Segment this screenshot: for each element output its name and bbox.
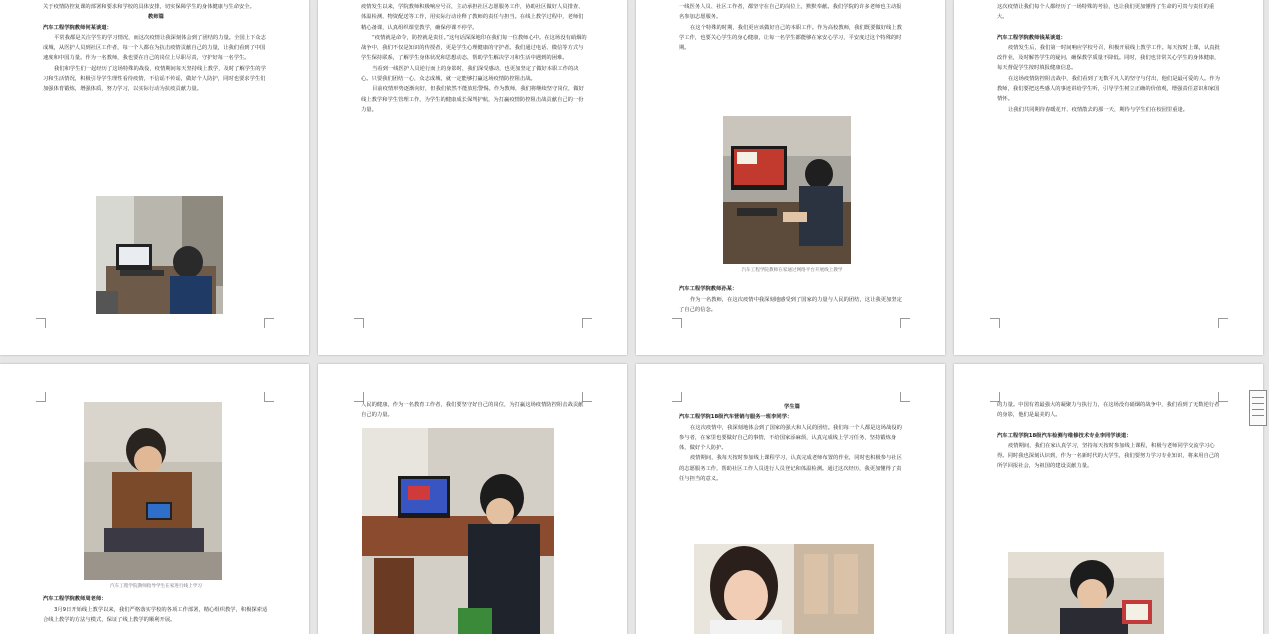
speaker-heading: 汽车工程学院教师周老师：	[43, 596, 107, 603]
speaker-heading: 汽车工程学院18级汽车营销与服务一班李同学：	[679, 414, 793, 421]
page-text	[997, 2, 1223, 290]
paragraph: 平常我都是关注学生的学习情况，而这次疫情让我深刻体会到了团结的力量。全国上下众志成城，从医护人员到社区工作者，每一个人都在为抗击疫情贡献自己的力量，让我们看到了中国速度和中国力量。作为一名教师，我也要在自己的岗位上尽职尽责，守护好每一名学生。	[43, 34, 266, 62]
document-page-8	[954, 364, 1263, 634]
document-page-7	[636, 364, 945, 634]
margin-corner-mark	[1218, 318, 1228, 328]
section-title: 学生篇	[784, 404, 800, 410]
speaker-heading: 汽车工程学院18级汽车检测与维修技术专业李同学谈道：	[997, 432, 1132, 439]
paragraph: 在这个特殊的时期，我们更应该做好自己的本职工作。作为高校教师，我们既要做好线上教学工作，也要关心学生的身心健康，让每一名学生都能够在家安心学习，平安度过这个特殊的时期。	[679, 24, 902, 52]
page-text	[679, 2, 905, 114]
paragraph: 疫情期间，我每天按时参加线上课程学习，认真完成老师布置的作业，同时也积极参与社区的志愿服务工作，帮助社区工作人员进行人员登记和体温检测。通过这次经历，我更加懂得了责任与担当的意义。	[679, 455, 902, 483]
margin-corner-mark	[354, 318, 364, 328]
margin-corner-mark	[36, 392, 46, 402]
paragraph: “疫情就是命令，防控就是责任。”这句话深深地印在我们每一位教师心中。在这场没有硝烟的战争中，我们不仅是知识的传授者，更是学生心理健康的守护者。我们通过电话、微信等方式与学生保持联系，了解学生身体状况和思想动态，帮助学生解决学习和生活中遇到的困难。	[361, 34, 587, 62]
speaker-heading: 汽车工程学院教师何某谈道：	[43, 24, 112, 31]
photo-teacher-at-computer	[723, 116, 851, 264]
page-navigation-handle[interactable]	[1249, 390, 1267, 426]
paragraph: 一线医务人员、社区工作者，都坚守在自己的岗位上，默默奉献。我们学院的许多老师也主动报名参加志愿服务。	[679, 4, 902, 21]
photo-teacher-at-desk	[96, 196, 223, 314]
paragraph: 我们和学生们一起经历了这场特殊的战役，疫情期间每天坚持线上教学，及时了解学生的学习和生活情况，积极引导学生理性看待疫情，不信谣不传谣，做好个人防护，同时也要求学生们加强体育锻炼，增强体质，努力学习，以实际行动为抗疫贡献力量。	[43, 65, 266, 93]
document-page-1	[0, 0, 309, 355]
margin-corner-mark	[672, 392, 682, 402]
document-page-5	[0, 364, 309, 634]
paragraph: 这次疫情让我们每个人都经历了一场特殊的考验，也让我们更加懂得了生命的可贵与责任的重大。	[997, 4, 1215, 21]
paragraph: 人民的健康，作为一名教育工作者，我们要坚守好自己的岗位，为打赢这场疫情防控阻击战贡献自己的力量。	[361, 402, 584, 419]
page-text	[997, 400, 1223, 546]
text-line: 关于疫情防控复课的部署和要求和学校的具体安排，切实保障学生的身体健康与生命安全。	[43, 4, 255, 10]
paragraph: 作为一名教师，在这次疫情中我深刻地感受到了国家的力量与人民的团结，这让我更加坚定了自己的信念。	[679, 296, 902, 313]
photo-student-with-phone	[84, 402, 222, 580]
paragraph: 3月9日开始线上教学以来，我们严格落实学校的各项工作部署，精心组织教学，积极探索适合线上教学的方法与模式，保证了线上教学的顺利开展。	[43, 606, 268, 623]
page-text	[679, 266, 905, 326]
page-text	[679, 402, 905, 542]
paragraph: 在这次疫情中，我深刻地体会到了国家的强大和人民的团结。我们每一个人都是这场战役的参与者，在家里也要做好自己的事情，不给国家添麻烦，认真完成线上学习任务，坚持锻炼身体，做好个人防护。	[679, 424, 902, 452]
photo-student-at-desk	[362, 428, 554, 634]
document-page-3	[636, 0, 945, 355]
speaker-heading: 汽车工程学院教师钱某谈道：	[997, 34, 1066, 41]
photo-student-portrait	[694, 544, 874, 634]
photo-student-reading	[1008, 552, 1164, 634]
margin-corner-mark	[264, 318, 274, 328]
document-page-6	[318, 364, 627, 634]
paragraph: 的力量。中国有着最强大的凝聚力与执行力，在这场没有硝烟的战争中，我们看到了无数逆行者的身影，他们是最美的人。	[997, 402, 1220, 419]
page-text	[361, 400, 587, 422]
paragraph: 目前疫情形势逐渐向好，但我们依然不能放松警惕。作为教师，我们将继续坚守岗位，做好线上教学和学生管理工作，为学生的健康成长保驾护航，为打赢疫情防控阻击战贡献自己的一份力量。	[361, 86, 584, 113]
document-page-4	[954, 0, 1263, 355]
margin-corner-mark	[36, 318, 46, 328]
photo-caption: 汽车工程学院教师在家通过网络平台开展线上教学	[741, 268, 843, 273]
page-text	[43, 2, 269, 198]
paragraph: 疫情期间，我们在家认真学习，坚持每天按时参加线上课程，积极与老师同学交流学习心得。同时我也深刻认识到，作为一名新时代的大学生，我们要努力学习专业知识，将来用自己的所学回报社会，为祖国的建设贡献力量。	[997, 442, 1220, 470]
speaker-heading: 汽车工程学院教师孙某：	[679, 286, 738, 293]
page-text	[43, 582, 269, 634]
paragraph: 疫情发生后，我们第一时间响应学校号召，积极开展线上教学工作。每天按时上课，认真批改作业，及时解答学生的疑问，确保教学质量不降低。同时，我们也非常关心学生的身体健康，每天督促学生按时填报健康信息。	[997, 44, 1220, 72]
margin-corner-mark	[990, 318, 1000, 328]
document-page-2	[318, 0, 627, 355]
paragraph: 让我们共同期待春暖花开、疫情散去的那一天，期待与学生们在校园里重逢。	[1008, 106, 1189, 113]
paragraph: 疫情发生以来，学院教师积极响应号召，主动承担社区志愿服务工作，协助社区做好人员排查、体温检测、物资配送等工作，用实际行动诠释了教师的责任与担当。在线上教学过程中，老师们精心备课，认真组织课堂教学，确保停课不停学。	[361, 4, 584, 31]
page-text	[361, 2, 587, 308]
margin-corner-mark	[264, 392, 274, 402]
margin-corner-mark	[900, 392, 910, 402]
margin-corner-mark	[582, 318, 592, 328]
photo-caption: 汽车工程学院教师指导学生在家进行线上学习	[110, 584, 202, 589]
paragraph: 当看到一线医护人员逆行而上的身影时，我们深受感动，也更加坚定了做好本职工作的决心。只要我们团结一心，众志成城，就一定能够打赢这场疫情防控阻击战。	[361, 65, 579, 83]
section-title: 教师篇	[148, 14, 164, 21]
paragraph: 在这场疫情防控阻击战中，我们看到了无数平凡人的坚守与付出，他们是最可爱的人。作为教师，我们要把这些感人的事迹讲给学生听，引导学生树立正确的价值观，增强责任意识和家国情怀。	[997, 75, 1220, 103]
